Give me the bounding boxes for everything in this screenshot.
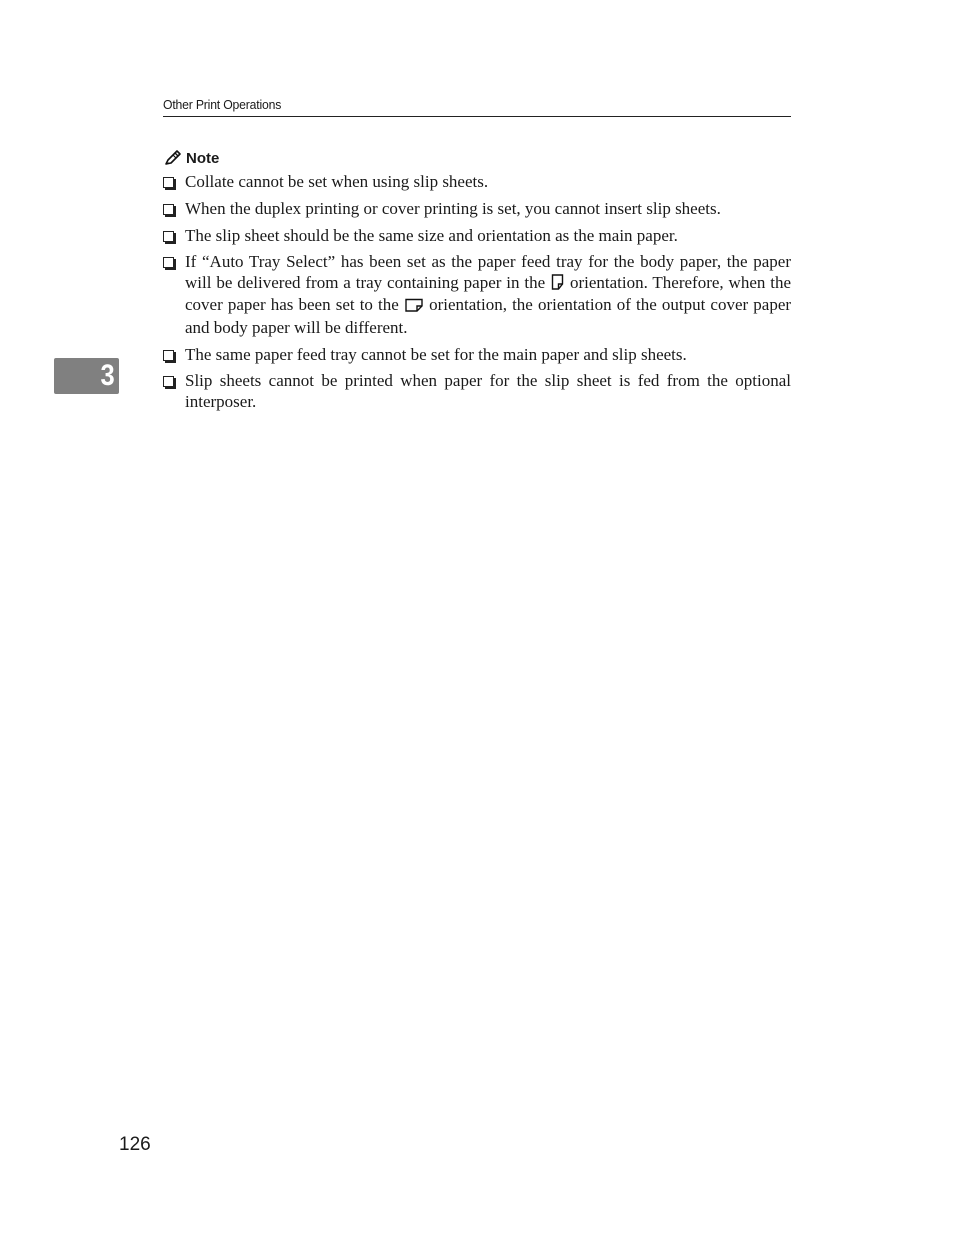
checkbox-bullet-icon	[163, 177, 174, 188]
list-item	[163, 172, 791, 193]
list-item-text: The slip sheet should be the same size and orientation as the main paper.	[185, 225, 678, 245]
checkbox-bullet-icon	[163, 376, 174, 387]
chapter-tab	[54, 358, 119, 394]
checkbox-bullet-icon	[163, 350, 174, 361]
checkbox-bullet-icon	[163, 257, 174, 268]
note-list	[163, 172, 791, 419]
note-heading	[163, 149, 219, 167]
pencil-icon	[163, 149, 183, 167]
list-item-text: The same paper feed tray cannot be set for the main paper and slip sheets.	[185, 344, 687, 364]
note-label: Note	[186, 149, 220, 167]
list-item	[163, 371, 791, 412]
section-title: Other Print Operations	[163, 97, 282, 112]
list-item-text: When the duplex printing or cover printing is set, you cannot insert slip sheets.	[185, 198, 721, 218]
checkbox-bullet-icon	[163, 204, 174, 215]
landscape-paper-icon	[405, 297, 423, 318]
list-item-text-part: If “Auto Tray Select” has been set as the paper feed tray for the body paper, the paper will be delivered from a tray containing paper in the	[185, 252, 791, 292]
chapter-number: 3	[100, 359, 115, 392]
checkbox-bullet-icon	[163, 231, 174, 242]
list-item-text: Slip sheets cannot be printed when paper for the slip sheet is fed from the optional interposer.	[185, 371, 791, 411]
list-item-text-part: orientation, the orientation of the output cover paper and body paper will be different.	[185, 295, 792, 337]
list-item	[163, 345, 791, 366]
list-item	[163, 199, 791, 220]
portrait-paper-icon	[551, 274, 564, 296]
page-number: 126	[119, 1134, 151, 1155]
list-item-text: Collate cannot be set when using slip sheets.	[185, 172, 489, 191]
running-header	[163, 96, 791, 117]
list-item	[163, 252, 791, 338]
list-item-text-part: orientation. Therefore, when the cover paper has been set to the	[185, 272, 792, 315]
list-item	[163, 226, 791, 247]
